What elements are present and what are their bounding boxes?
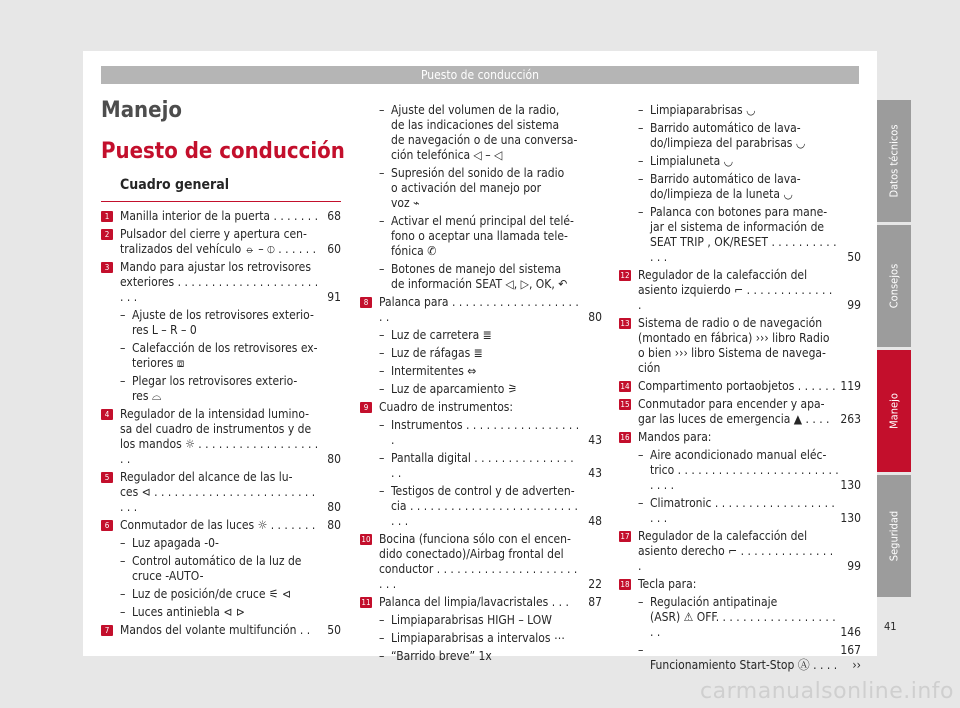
entry-line: [391, 277, 602, 292]
entry-line: [391, 244, 602, 259]
entry-text: cruce -AUTO-: [132, 569, 204, 583]
entry-text: o bien ››› libro Sistema de navega-: [638, 346, 826, 360]
legend-entry: [360, 595, 602, 664]
entry-line: [638, 544, 861, 574]
entry-line: [638, 412, 861, 427]
chapter-title: Manejo: [101, 98, 182, 123]
entry-text: – Luz de posición/de cruce ⚟ ⊲: [132, 587, 292, 601]
sub-entry: [638, 496, 861, 526]
entry-text: voz ⌁: [391, 196, 420, 210]
sub-entry: [120, 341, 341, 371]
entry-line: [132, 554, 341, 569]
entry-line: [638, 283, 861, 313]
sub-entry: [379, 382, 602, 397]
chapter-tabs: [877, 100, 911, 600]
entry-text: asiento izquierdo ⌐ . . . . . . . . . . . . . .: [638, 283, 833, 312]
entry-text: – “Barrido breve” 1x: [391, 649, 492, 663]
callout-number: 7: [101, 625, 113, 636]
page-reference[interactable]: 68: [327, 209, 341, 223]
entry-line: [120, 437, 341, 467]
entry-text: los mandos ☼ . . . . . . . . . . . . . . . . . . . .: [120, 437, 319, 466]
entry-text: ción: [638, 361, 661, 375]
entry-text: (montado en fábrica) ››› libro Radio: [638, 331, 830, 345]
page-reference[interactable]: 87: [588, 595, 602, 609]
tab-label: Datos técnicos: [887, 124, 901, 198]
entry-text: teriores ⧈: [132, 356, 185, 370]
sub-entry: [120, 605, 341, 620]
page-reference[interactable]: 60: [327, 242, 341, 256]
entry-text: – Luz de ráfagas ≣: [391, 346, 483, 360]
entry-line: [650, 595, 861, 610]
entry-line: [379, 532, 602, 547]
entry-line: [132, 356, 341, 371]
entry-text: – Control automático de la luz de: [132, 554, 302, 568]
entry-line: [391, 196, 602, 211]
tab-manejo[interactable]: [877, 350, 911, 472]
entry-text: cia . . . . . . . . . . . . . . . . . . . . . . . . . . . .: [391, 499, 578, 528]
page-reference[interactable]: 80: [327, 500, 341, 514]
entry-line: [638, 379, 861, 394]
sub-entry: [379, 631, 602, 646]
entry-text: Regulador de la calefacción del: [638, 268, 808, 282]
entry-text: – Luces antiniebla ⊲ ⊳: [132, 605, 245, 619]
entry-line: [650, 496, 861, 526]
entry-text: asiento derecho ⌐ . . . . . . . . . . . . . . .: [638, 544, 834, 573]
callout-number: 2: [101, 229, 113, 240]
entry-line: [391, 346, 602, 361]
legend-entry: [360, 400, 602, 529]
sub-entry: [638, 172, 861, 202]
entry-text: jar el sistema de información de: [650, 220, 825, 234]
entry-line: [638, 430, 861, 445]
entry-line: [391, 103, 602, 118]
entry-text: gar las luces de emergencia ▲ . . . .: [638, 412, 830, 426]
callout-number: 18: [620, 580, 630, 589]
legend-entry: [101, 470, 341, 515]
entry-text: res L – R – 0: [132, 323, 197, 337]
entry-line: [120, 422, 341, 437]
entry-text: ces ⊲ . . . . . . . . . . . . . . . . . . . . . . . . . . .: [120, 485, 316, 514]
entry-text: fónica ✆: [391, 244, 437, 258]
entry-line: [120, 275, 341, 305]
sub-entry: [638, 154, 861, 169]
entry-text: – Instrumentos . . . . . . . . . . . . . . . . . .: [391, 418, 580, 447]
page-number: 41: [884, 620, 897, 633]
entry-line: [132, 308, 341, 323]
entry-text: (ASR) ⚠ OFF. . . . . . . . . . . . . . . . . . . .: [650, 610, 836, 639]
sub-entry: [379, 418, 602, 448]
legend-entry: [360, 532, 602, 592]
entry-line: [650, 136, 861, 151]
entry-line: [120, 518, 341, 533]
tab-label: Manejo: [887, 393, 901, 429]
sub-entry: [120, 587, 341, 602]
legend-entry: [619, 430, 861, 526]
entry-text: trico . . . . . . . . . . . . . . . . . . . . . . . . . . . .: [650, 463, 839, 492]
callout-number: 8: [360, 297, 372, 308]
sub-entry: [379, 484, 602, 529]
entry-line: [120, 209, 341, 224]
sub-entry: [638, 595, 861, 640]
entry-line: [650, 235, 861, 265]
column-2: [360, 100, 602, 667]
page-reference[interactable]: 130: [840, 478, 861, 492]
entry-line: [391, 262, 602, 277]
entry-line: [132, 605, 341, 620]
entry-text: – Luz apagada -0-: [132, 536, 219, 550]
page-reference[interactable]: 99: [847, 559, 861, 573]
entry-line: [379, 400, 602, 415]
legend-entry: [619, 268, 861, 313]
legend-entry: [619, 577, 861, 673]
callout-number: 10: [361, 535, 371, 544]
entry-line: [391, 613, 602, 628]
callout-number: 17: [620, 532, 630, 541]
legend-entry: [101, 227, 341, 257]
running-header: Puesto de conducción: [101, 66, 859, 84]
page-reference[interactable]: 263: [840, 412, 861, 426]
entry-text: – Limpialuneta ◡: [650, 154, 734, 168]
entry-line: [120, 407, 341, 422]
entry-text: – Pantalla digital . . . . . . . . . . . . . . . . .: [391, 451, 574, 480]
tab-label: Seguridad: [887, 510, 901, 562]
legend-entry: [619, 379, 861, 394]
entry-line: [132, 569, 341, 584]
entry-text: Regulador del alcance de las lu-: [120, 470, 293, 484]
legend-entry: [101, 407, 341, 467]
entry-line: [638, 361, 861, 376]
callout-number: 15: [620, 400, 630, 409]
callout-number: 5: [101, 472, 113, 483]
sub-entry: [379, 451, 602, 481]
page-reference[interactable]: 48: [588, 514, 602, 528]
entry-line: [638, 529, 861, 544]
entry-text: Regulador de la calefacción del: [638, 529, 808, 543]
entry-line: [650, 154, 861, 169]
subsection-title: Cuadro general: [120, 177, 230, 193]
page-reference[interactable]: 80: [588, 310, 602, 324]
entry-text: – Supresión del sonido de la radio: [391, 166, 565, 180]
legend-entry: [101, 260, 341, 404]
entry-line: [650, 187, 861, 202]
entry-text: – Plegar los retrovisores exterio-: [132, 374, 298, 388]
entry-line: [391, 382, 602, 397]
entry-text: – Limpiaparabrisas ◡: [650, 103, 756, 117]
entry-line: [391, 631, 602, 646]
entry-text: Manilla interior de la puerta . . . . . . .: [120, 209, 319, 223]
entry-text: Mando para ajustar los retrovisores: [120, 260, 311, 274]
entry-text: – Ajuste del volumen de la radio,: [391, 103, 560, 117]
legend-entry: [619, 529, 861, 574]
entry-text: o activación del manejo por: [391, 181, 542, 195]
sub-entry: [638, 643, 861, 673]
callout-number: 6: [101, 520, 113, 531]
entry-line: [638, 268, 861, 283]
entry-text: – Limpiaparabrisas a intervalos ⋯: [391, 631, 565, 645]
entry-line: [391, 484, 602, 499]
legend-entry: [360, 295, 602, 397]
sub-entry: [120, 536, 341, 551]
entry-text: – Barrido automático de lava-: [650, 121, 801, 135]
entry-text: do/limpieza de la luneta ◡: [650, 187, 793, 201]
entry-text: – Barrido automático de lava-: [650, 172, 801, 186]
sub-entry: [638, 121, 861, 151]
sub-entry: [379, 262, 602, 292]
entry-text: – Aire acondicionado manual eléc-: [650, 448, 827, 462]
page-reference[interactable]: 91: [327, 290, 341, 304]
legend-entry: [619, 316, 861, 376]
entry-line: [650, 205, 861, 220]
entry-text: Mandos del volante multifunción . .: [120, 623, 311, 637]
entry-text: ción telefónica ◁ – ◁: [391, 148, 503, 162]
callout-number: 1: [101, 211, 113, 222]
entry-line: [391, 364, 602, 379]
page-reference[interactable]: 43: [588, 433, 602, 447]
entry-line: [391, 166, 602, 181]
page-reference[interactable]: 99: [847, 298, 861, 312]
tab-datos-técnicos[interactable]: [877, 100, 911, 222]
entry-line: [391, 214, 602, 229]
entry-text: – Limpiaparabrisas HIGH – LOW: [391, 613, 552, 627]
entry-text: Bocina (funciona sólo con el encen-: [379, 532, 571, 546]
entry-line: [638, 316, 861, 331]
sub-entry: [379, 364, 602, 379]
sub-entry: [120, 374, 341, 404]
page-reference[interactable]: 22: [588, 577, 602, 591]
sub-entry: [379, 613, 602, 628]
entry-line: [638, 331, 861, 346]
entry-text: – Funcionamiento Start-Stop Ⓐ . . . .: [650, 658, 838, 672]
entry-line: [650, 121, 861, 136]
sub-entry: [120, 308, 341, 338]
entry-line: [650, 103, 861, 118]
legend-entry: [619, 103, 861, 265]
entry-line: [132, 389, 341, 404]
entry-line: [120, 470, 341, 485]
entry-text: dido conectado)/Airbag frontal del: [379, 547, 564, 561]
tab-label: Consejos: [887, 263, 901, 309]
entry-line: [132, 587, 341, 602]
sub-entry: [379, 103, 602, 163]
entry-line: [391, 451, 602, 481]
entry-text: res ⌓: [132, 389, 162, 403]
entry-line: [132, 323, 341, 338]
sub-entry: [379, 214, 602, 259]
page-reference[interactable]: 130: [840, 511, 861, 525]
entry-line: [638, 346, 861, 361]
entry-line: [379, 595, 602, 610]
callout-number: 3: [101, 262, 113, 273]
entry-line: [650, 610, 861, 640]
entry-text: Palanca para . . . . . . . . . . . . . . . . . . . . .: [379, 295, 579, 324]
page-reference[interactable]: 50: [847, 250, 861, 264]
sub-entry: [379, 166, 602, 211]
tab-seguridad[interactable]: [877, 475, 911, 597]
tab-consejos[interactable]: [877, 225, 911, 347]
entry-text: Mandos para:: [638, 430, 712, 444]
entry-text: Sistema de radio o de navegación: [638, 316, 823, 330]
entry-text: Conmutador de las luces ☼ . . . . . . .: [120, 518, 316, 532]
entry-line: [391, 229, 602, 244]
entry-line: [650, 643, 861, 673]
entry-line: [650, 172, 861, 187]
entry-line: [132, 341, 341, 356]
entry-line: [132, 374, 341, 389]
entry-line: [391, 118, 602, 133]
entry-text: tralizados del vehículo ⦵ – ⦶ . . . . . .: [120, 242, 317, 256]
legend-entry: [360, 103, 602, 292]
entry-line: [379, 295, 602, 325]
entry-line: [638, 397, 861, 412]
entry-text: – Luz de aparcamiento ⚞: [391, 382, 518, 396]
sub-entry: [379, 649, 602, 664]
entry-line: [120, 485, 341, 515]
callout-number: 16: [620, 433, 630, 442]
entry-text: conductor . . . . . . . . . . . . . . . . . . . . . . . .: [379, 562, 578, 591]
callout-number: 4: [101, 409, 113, 420]
sub-entry: [638, 103, 861, 118]
entry-text: – Palanca con botones para mane-: [650, 205, 828, 219]
entry-line: [391, 649, 602, 664]
entry-line: [391, 181, 602, 196]
watermark: carmanualsonline.info: [700, 679, 954, 704]
entry-line: [391, 499, 602, 529]
entry-text: Regulador de la intensidad lumino-: [120, 407, 310, 421]
page-reference[interactable]: 80: [327, 452, 341, 466]
page-reference[interactable]: 146: [840, 625, 861, 639]
entry-text: SEAT TRIP , OK/RESET . . . . . . . . . . . . .: [650, 235, 837, 264]
entry-line: [120, 242, 341, 257]
callout-number: 9: [360, 402, 372, 413]
entry-line: [638, 577, 861, 592]
legend-entry: [101, 518, 341, 620]
entry-text: – Ajuste de los retrovisores exterio-: [132, 308, 314, 322]
legend-entry: [101, 209, 341, 224]
entry-text: – Calefacción de los retrovisores ex-: [132, 341, 318, 355]
entry-text: – Testigos de control y de adverten-: [391, 484, 575, 498]
callout-number: 11: [361, 598, 371, 607]
page-reference[interactable]: 119: [840, 379, 861, 393]
entry-text: – Luz de carretera ≣: [391, 328, 492, 342]
entry-line: [379, 562, 602, 592]
callout-number: 13: [620, 319, 630, 328]
legend-entry: [619, 397, 861, 427]
entry-line: [391, 148, 602, 163]
section-title: Puesto de conducción: [101, 139, 345, 164]
entry-text: – Intermitentes ⇔: [391, 364, 477, 378]
entry-text: Tecla para:: [638, 577, 697, 591]
sub-entry: [379, 346, 602, 361]
entry-text: Cuadro de instrumentos:: [379, 400, 514, 414]
entry-text: exteriores . . . . . . . . . . . . . . . . . . . . . . . .: [120, 275, 319, 304]
sub-entry: [638, 448, 861, 493]
entry-text: do/limpieza del parabrisas ◡: [650, 136, 806, 150]
column-1: [101, 209, 341, 641]
entry-line: [391, 418, 602, 448]
entry-line: [379, 547, 602, 562]
entry-text: de información SEAT ◁, ▷, OK, ↶: [391, 277, 568, 291]
entry-text: Conmutador para encender y apa-: [638, 397, 825, 411]
legend-entry: [101, 623, 341, 638]
page-reference[interactable]: 167 ››: [840, 643, 861, 672]
entry-line: [120, 227, 341, 242]
column-3: [619, 100, 861, 676]
entry-line: [650, 448, 861, 463]
entry-text: – Botones de manejo del sistema: [391, 262, 562, 276]
entry-text: de las indicaciones del sistema: [391, 118, 560, 132]
subsection-rule: [101, 201, 341, 202]
entry-text: – Activar el menú principal del telé-: [391, 214, 574, 228]
entry-line: [650, 463, 861, 493]
entry-line: [120, 623, 341, 638]
sub-entry: [120, 554, 341, 584]
entry-line: [650, 220, 861, 235]
page-reference[interactable]: 50: [327, 623, 341, 637]
page-reference[interactable]: 43: [588, 466, 602, 480]
entry-text: sa del cuadro de instrumentos y de: [120, 422, 312, 436]
entry-text: – Climatronic . . . . . . . . . . . . . . . . . . . . .: [650, 496, 835, 525]
entry-text: Palanca del limpia/lavacristales . . .: [379, 595, 569, 609]
callout-number: 12: [620, 271, 630, 280]
entry-line: [391, 133, 602, 148]
entry-text: Pulsador del cierre y apertura cen-: [120, 227, 307, 241]
entry-line: [120, 260, 341, 275]
entry-text: Compartimento portaobjetos . . . . . .: [638, 379, 836, 393]
entry-text: – Regulación antipatinaje: [650, 595, 778, 609]
entry-line: [132, 536, 341, 551]
sub-entry: [638, 205, 861, 265]
entry-text: de navegación o de una conversa-: [391, 133, 578, 147]
page-reference[interactable]: 80: [327, 518, 341, 532]
callout-number: 14: [620, 382, 630, 391]
entry-line: [391, 328, 602, 343]
sub-entry: [379, 328, 602, 343]
entry-text: fono o aceptar una llamada tele-: [391, 229, 568, 243]
